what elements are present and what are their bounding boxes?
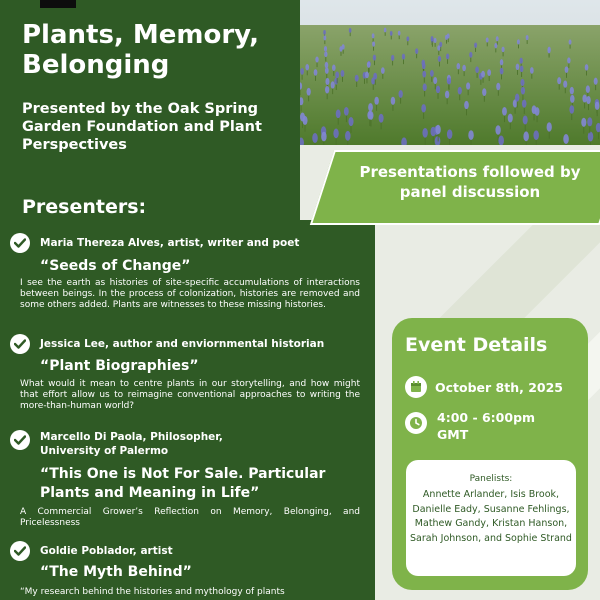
page-subtitle: Presented by the Oak Spring Garden Foundation and Plant Perspectives bbox=[22, 101, 262, 153]
banner-text: Presentations followed by panel discussion bbox=[359, 163, 581, 201]
presenter-description: What would it mean to centre plants in our storytelling, and how might that effort allow us to reimagine conventional approaches to writing the more-than-human world? bbox=[20, 379, 360, 411]
event-timezone: GMT bbox=[437, 427, 469, 442]
check-icon bbox=[10, 430, 30, 450]
event-date: October 8th, 2025 bbox=[435, 380, 564, 395]
panelists-list: Annette Arlander, Isis Brook, Danielle Eady, Susanne Fehlings, Mathew Gandy, Kristan Hanson, Sarah Johnson, and Sophie Strand bbox=[410, 489, 572, 544]
presenter-affiliation: University of Palermo bbox=[40, 445, 169, 457]
page-title: Plants, Memory, Belonging bbox=[22, 20, 259, 80]
check-icon bbox=[10, 233, 30, 253]
meadow-image bbox=[300, 0, 600, 145]
check-icon bbox=[10, 541, 30, 561]
meadow-photo bbox=[300, 0, 600, 145]
presenter-talk-title: “Seeds of Change” bbox=[40, 258, 191, 274]
presenter-name: Goldie Poblador, artist bbox=[40, 545, 173, 557]
presenter-description: I see the earth as histories of site-specific accumulations of interactions between beings. In the process of colonization, histories are removed and some others added. Plants are witnesses to these missing histories. bbox=[20, 278, 360, 310]
logo-mark bbox=[40, 0, 76, 8]
presenter-talk-title: “Plant Biographies” bbox=[40, 358, 199, 374]
event-heading: Event Details bbox=[405, 334, 548, 356]
presenter-description: “My research behind the histories and mythology of plants bbox=[20, 587, 285, 597]
panelists-label: Panelists: bbox=[469, 474, 513, 484]
presenter-name: Jessica Lee, author and enviornmental historian bbox=[40, 338, 325, 350]
presenter-name: Marcello Di Paola, Philosopher, bbox=[40, 431, 223, 443]
presenter-talk-title-line2: Plants and Meaning in Life” bbox=[40, 485, 260, 501]
check-icon bbox=[10, 334, 30, 354]
presenter-talk-title: “This One is Not For Sale. Particular bbox=[40, 466, 326, 482]
clock-icon bbox=[405, 412, 427, 434]
presenter-name: Maria Thereza Alves, artist, writer and poet bbox=[40, 237, 300, 249]
presenter-description: A Commercial Grower’s Reflection on Memory, Belonging, and Pricelessness bbox=[20, 507, 360, 528]
event-time: 4:00 - 6:00pm bbox=[437, 410, 536, 425]
calendar-icon bbox=[405, 376, 427, 398]
presenters-heading: Presenters: bbox=[22, 196, 147, 218]
presenter-talk-title: “The Myth Behind” bbox=[40, 564, 192, 580]
